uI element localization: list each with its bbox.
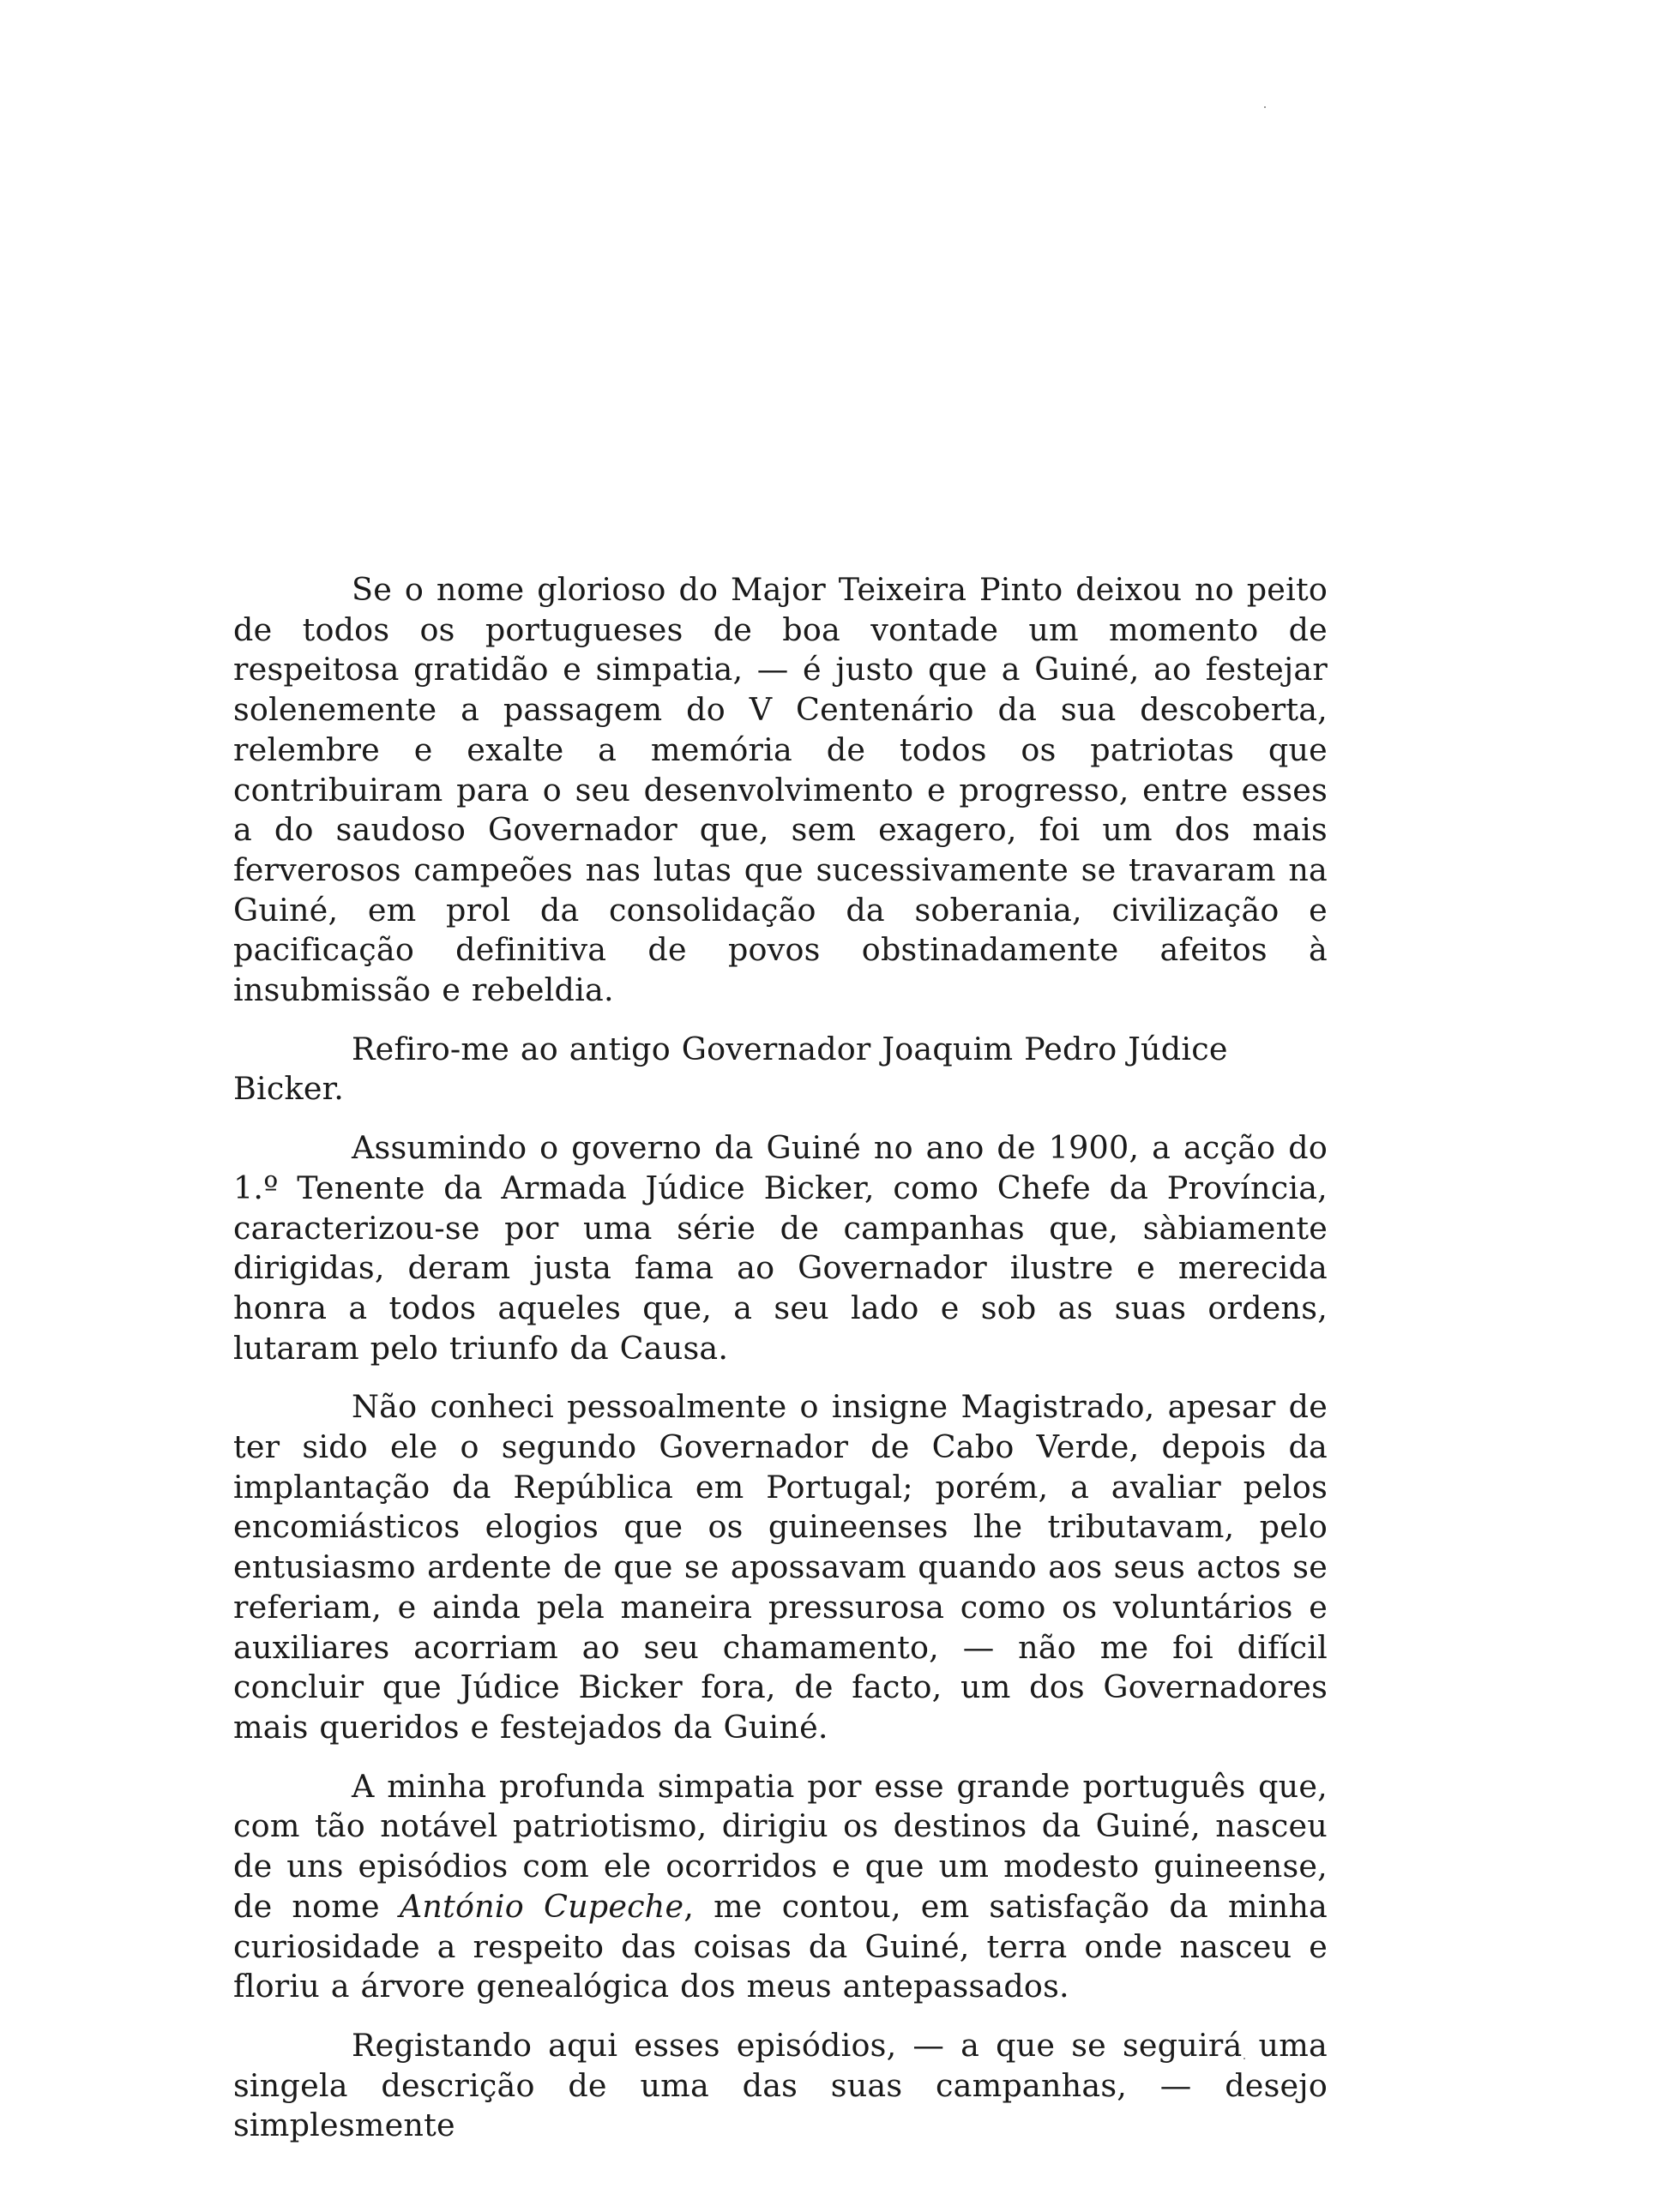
paragraph-4 <box>233 1387 1328 1747</box>
italic-name: António Cupeche <box>399 1887 684 1925</box>
paper-speck <box>1264 106 1266 108</box>
paragraph-text: Assumindo o governo da Guiné no ano de 1900, a acção do 1.º Tenente da Armada Júdice Bicker, como Chefe da Província, caracterizou-se por uma série de campanhas que, sàbiamente dirigidas, deram justa fama ao Governador ilustre e merecida honra a todos aqueles que, a seu lado e sob as suas ordens, lutaram pelo triunfo da Causa. <box>233 1129 1328 1367</box>
paragraph-text: , me contou, em satisfação da minha curiosidade a respeito das coisas da Guiné, terra onde nasceu e floriu a árvore genealógica dos meus antepassados. <box>233 1887 1328 2005</box>
paragraph-text: Se o nome glorioso do Major Teixeira Pinto deixou no peito de todos os portugueses de boa vontade um momento de respeitosa gratidão e simpatia, — é justo que a Guiné, ao festejar solenemente a passagem do V Centenário da sua descoberta, relembre e exalte a memória de todos os patriotas que contribuiram para o seu desenvolvimento e progresso, entre esses a do saudoso Governador que, sem exagero, foi um dos mais ferverosos campeões nas lutas que sucessivamente se travaram na Guiné, em prol da consolidação da soberania, civilização e pacificação definitiva de povos obstinadamente afeitos à insubmissão e rebeldia. <box>233 571 1328 1009</box>
paragraph-1 <box>233 570 1328 1011</box>
paragraph-5 <box>233 1767 1328 2007</box>
paragraph-6 <box>233 2026 1328 2146</box>
paragraph-text: Refiro-me ao antigo Governador Joaquim Pedro Júdice Bicker. <box>233 1030 1228 1108</box>
paragraph-2 <box>233 1030 1328 1109</box>
paragraph-text: Registando aqui esses episódios, — a que se seguirá uma singela descrição de uma das suas campanhas, — desejo simplesmente <box>233 2026 1328 2144</box>
paragraph-3 <box>233 1128 1328 1368</box>
paragraph-text: A minha profunda simpatia por esse grande português que, com tão notável patriotismo, dirigiu os destinos da Guiné, nasceu de uns episódios com ele ocorridos e que um modesto guineense, de nome <box>233 1767 1328 1925</box>
body-text <box>233 570 1328 2165</box>
paragraph-text: Não conheci pessoalmente o insigne Magistrado, apesar de ter sido ele o segundo Governador de Cabo Verde, depois da implantação da República em Portugal; porém, a avaliar pelos encomiásticos elogios que os guineenses lhe tributavam, pelo entusiasmo ardente de que se apossavam quando aos seus actos se referiam, e ainda pela maneira pressurosa como os voluntários e auxiliares acorriam ao seu chamamento, — não me foi difícil concluir que Júdice Bicker fora, de facto, um dos Governadores mais queridos e festejados da Guiné. <box>233 1388 1328 1746</box>
